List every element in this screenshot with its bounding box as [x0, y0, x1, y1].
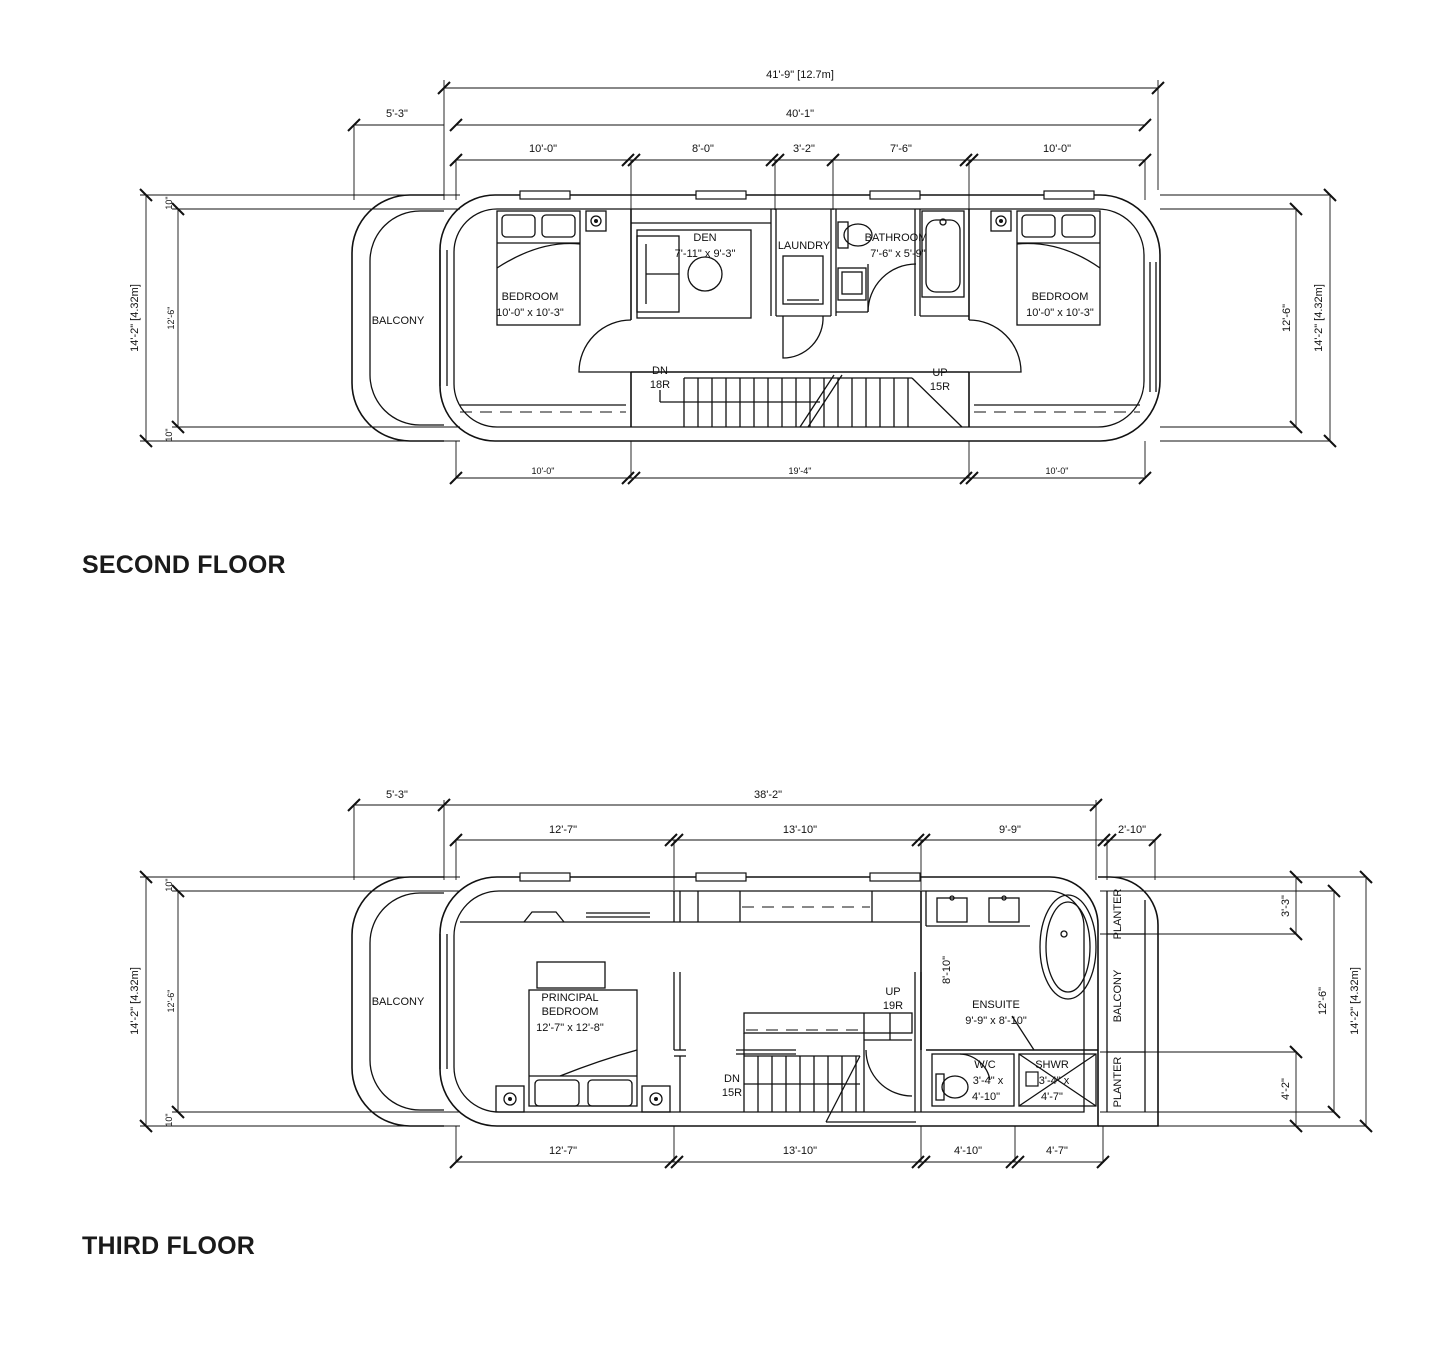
stair3-up-risers: 19R	[882, 1000, 904, 1012]
dim-top3-seg-3: 9'-9"	[999, 824, 1021, 836]
bathroom-size: 7'-6" x 5'-9"	[870, 248, 926, 260]
dim-inner-total-2	[450, 108, 1151, 131]
dim-top-seg-5: 10'-0"	[1042, 143, 1072, 155]
dim-top-seg-1: 10'-0"	[528, 143, 558, 155]
balcony-3	[352, 877, 444, 1126]
dim-bottom3-seg-3: 4'-10"	[953, 1145, 983, 1157]
second-floor-plan	[129, 69, 1336, 484]
ensuite-label: ENSUITE	[972, 999, 1020, 1011]
dim-bottom-2	[450, 441, 1151, 484]
dim-right3-top: 3'-3"	[1280, 895, 1292, 917]
dim-bottom3-seg-1: 12'-7"	[548, 1145, 578, 1157]
bedroom-right-2	[991, 211, 1100, 325]
dim-overall-3-label: 38'-2"	[753, 789, 783, 801]
stair-dn-risers: 18R	[649, 379, 671, 391]
dim-right3-inner: 12'-6"	[1317, 986, 1329, 1016]
stair-3	[674, 972, 921, 1122]
shwr-size-b: 4'-7"	[1041, 1091, 1063, 1103]
den-label: DEN	[693, 232, 717, 244]
dim-top-seg-3: 3'-2"	[793, 143, 815, 155]
dim-bottom-seg-1: 10'-0"	[531, 466, 555, 476]
dim-balcony-depth-label: 5'-3"	[386, 108, 408, 120]
bedroom-right-size: 10'-0" x 10'-3"	[1026, 307, 1094, 319]
dim-top-seg-2: 8'-0"	[692, 143, 714, 155]
stair-dn-label: DN	[652, 365, 668, 377]
dim-wall3-top: 10"	[164, 878, 174, 892]
principal-bedroom-label: BEDROOM	[541, 1006, 599, 1018]
shwr-label: SHWR	[1035, 1059, 1069, 1071]
balcony-right-label: BALCONY	[1112, 969, 1124, 1023]
bedroom-right-label: BEDROOM	[1031, 291, 1089, 303]
dim-wall-bottom: 10"	[164, 428, 174, 442]
dim-top-segments-2	[450, 143, 1151, 210]
stair-up-label: UP	[932, 367, 948, 379]
wc-size-a: 3'-4" x	[972, 1075, 1004, 1087]
den-2	[637, 230, 751, 318]
dim-left3-inner: 12'-6"	[166, 989, 176, 1013]
laundry-2	[778, 240, 831, 304]
second-floor-title: SECOND FLOOR	[82, 551, 286, 579]
dim-balcony-depth-2	[348, 108, 444, 200]
dim-right3-bottom: 4'-2"	[1280, 1078, 1292, 1100]
dim-top-seg-4: 7'-6"	[890, 143, 912, 155]
dim-overall-label: 41'-9" [12.7m]	[766, 69, 834, 81]
planter-top-label: PLANTER	[1112, 888, 1124, 940]
dim-right-overall: 14'-2" [4.32m]	[1313, 284, 1325, 352]
dim-wall-top: 10"	[164, 196, 174, 210]
stair3-dn-label: DN	[724, 1073, 740, 1085]
dim-left3-overall: 14'-2" [4.32m]	[129, 967, 141, 1035]
stair-up-risers: 15R	[929, 381, 951, 393]
dim-balcony-depth-3: 5'-3"	[386, 789, 408, 801]
bedroom-left-2	[496, 211, 606, 325]
dim-top3-seg-2: 13'-10"	[782, 824, 818, 836]
bathroom-2	[838, 211, 964, 300]
planter-bottom-label: PLANTER	[1112, 1056, 1124, 1108]
dim-bottom3-seg-2: 13'-10"	[782, 1145, 818, 1157]
balcony3-label: BALCONY	[371, 996, 425, 1008]
den-size: 7'-11" x 9'-3"	[674, 248, 736, 260]
dim-wall3-bottom: 10"	[164, 1113, 174, 1127]
third-floor-plan	[129, 789, 1372, 1168]
dim-bottom-3	[450, 1126, 1109, 1168]
dim-bottom-seg-2: 19'-4"	[788, 466, 812, 476]
dim-top3-seg-1: 12'-7"	[548, 824, 578, 836]
dim-top3-seg-4: 2'-10"	[1117, 824, 1147, 836]
wc-size-b: 4'-10"	[971, 1091, 1001, 1103]
stair-2	[650, 365, 962, 427]
bedroom-left-label: BEDROOM	[501, 291, 559, 303]
ensuite-size: 9'-9" x 8'-10"	[965, 1015, 1027, 1027]
dim-bottom-seg-3: 10'-0"	[1045, 466, 1069, 476]
principal-label: PRINCIPAL	[541, 992, 599, 1004]
dim-right3-overall: 14'-2" [4.32m]	[1349, 967, 1361, 1035]
dim-left-inner: 12'-6"	[166, 306, 176, 330]
balcony-2	[352, 195, 444, 441]
ensuite-3	[926, 895, 1098, 1106]
dim-right-2	[1160, 189, 1336, 447]
third-floor-title: THIRD FLOOR	[82, 1232, 256, 1260]
stair3-dn-risers: 15R	[721, 1087, 743, 1099]
dim-left-overall: 14'-2" [4.32m]	[129, 284, 141, 352]
dim-bottom3-seg-4: 4'-7"	[1046, 1145, 1068, 1157]
dim-overall-2	[438, 69, 1164, 200]
ensuite-depth-dim: 8'-10"	[941, 955, 953, 985]
dim-right-inner: 12'-6"	[1281, 303, 1293, 333]
shwr-size-a: 3'-4" x	[1038, 1075, 1070, 1087]
bathroom-label: BATHROOM	[864, 232, 928, 244]
principal-bedroom-3	[496, 962, 670, 1112]
wc-label: W/C	[974, 1059, 996, 1071]
bedroom-left-size: 10'-0" x 10'-3"	[496, 307, 564, 319]
balcony-label: BALCONY	[371, 315, 425, 327]
laundry-label: LAUNDRY	[777, 240, 831, 252]
principal-size: 12'-7" x 12'-8"	[536, 1022, 604, 1034]
dim-inner-total-label: 40'-1"	[785, 108, 815, 120]
stair3-up-label: UP	[885, 986, 901, 998]
dim-right-3	[1100, 871, 1372, 1132]
